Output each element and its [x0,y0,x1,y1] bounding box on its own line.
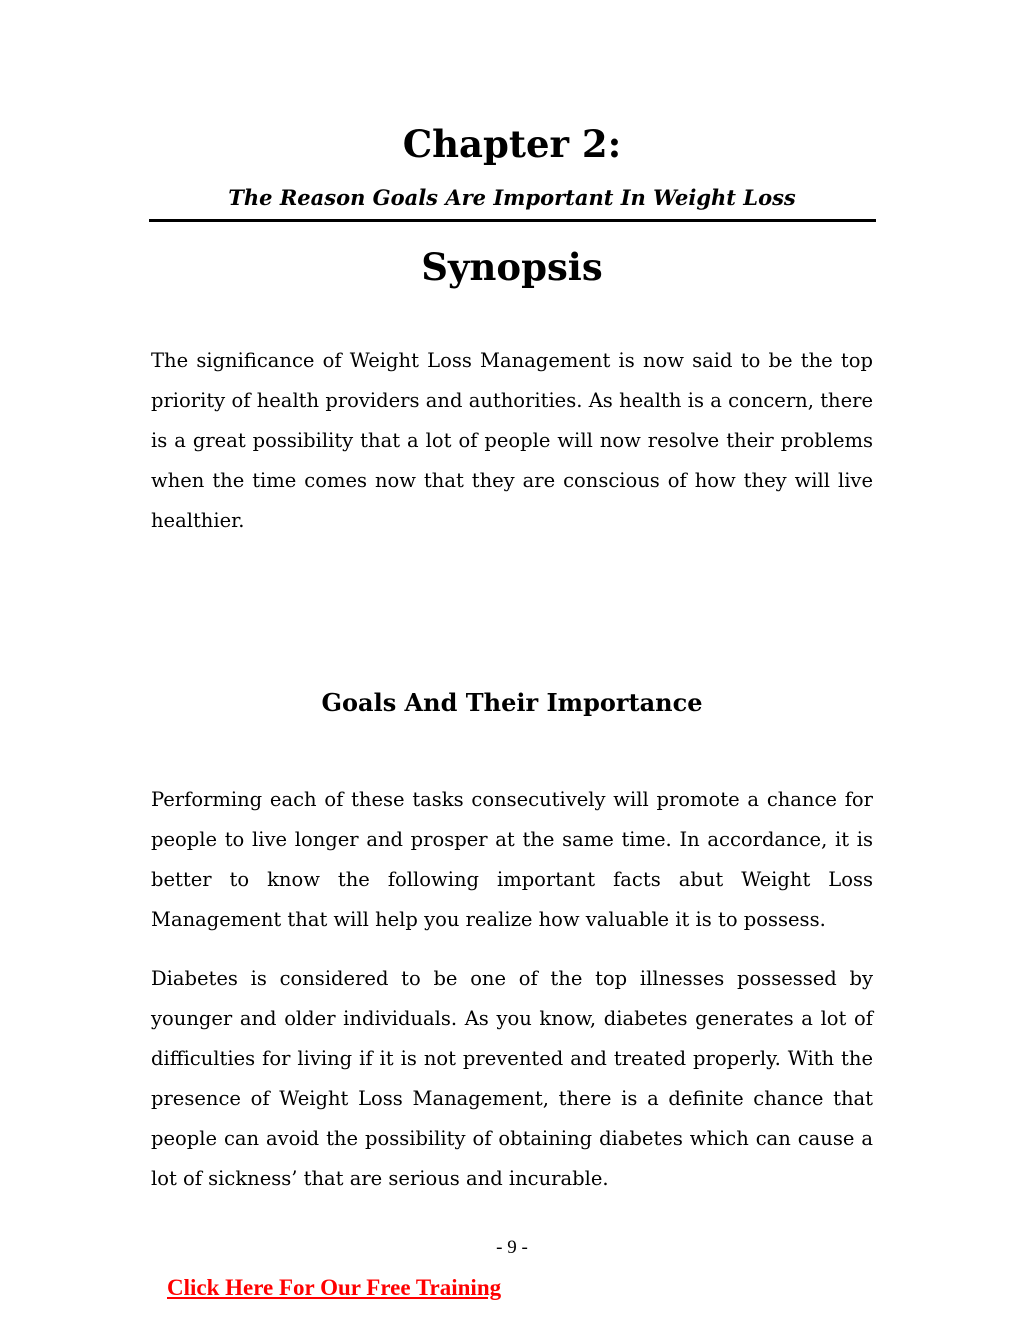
goals-paragraph-2: Diabetes is considered to be one of the top illnesses possessed by younger and older individuals. As you know, diabetes generates a lot of difficulties for living if it is not prevented and treated properly. With the presence of Weight Loss Management, there is a definite chance that people can avoid the possibility of obtaining diabetes which can cause a lot of sickness’ that are serious and incurable. [151,967,873,1190]
goals-paragraph-1: Performing each of these tasks consecutively will promote a chance for people to live longer and prosper at the same time. In accordance, it is better to know the following important facts abut Weight Loss Management that will help you realize how valuable it is to possess. [151,788,873,931]
synopsis-paragraph: The significance of Weight Loss Management is now said to be the top priority of health providers and authorities. As health is a concern, there is a great possibility that a lot of people will now resolve their problems when the time comes now that they are conscious of how they will live healthier. [151,349,873,532]
free-training-link[interactable]: Click Here For Our Free Training [167,1275,502,1300]
chapter-title: Chapter 2: [402,122,622,166]
chapter-subtitle: The Reason Goals Are Important In Weight Loss [228,185,796,210]
goals-section-heading: Goals And Their Importance [321,688,703,717]
page-number: - 9 - [496,1237,528,1258]
horizontal-divider [149,219,876,222]
section-title-synopsis: Synopsis [421,245,603,289]
